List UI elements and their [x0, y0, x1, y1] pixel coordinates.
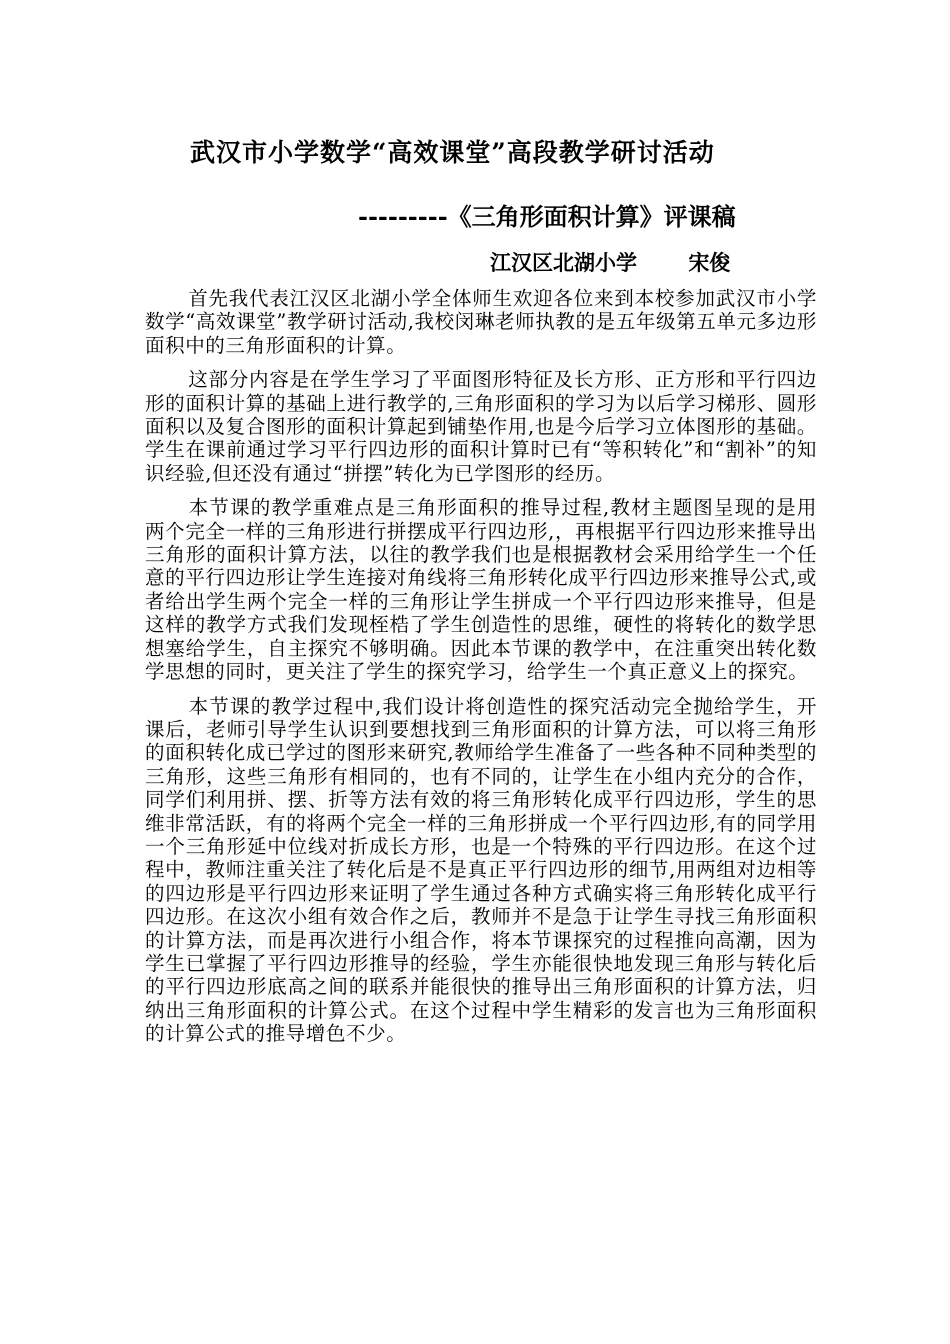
paragraph-key-difficulties — [145, 496, 817, 683]
paragraph-text: 这部分内容是在学生学习了平面图形特征及长方形、正方形和平行四边形的面积计算的基础上进行教学的,三角形面积的学习为以后学习梯形、圆形面积以及复合图形的面积计算起到铺垫作用,也是今后学习立体图形的基础。学生在课前通过学习平行四边形的面积计算时已有“等积转化”和“割补”的知识经验,但还没有通过“拼摆”转化为已学图形的经历。 — [145, 368, 817, 485]
author-school: 江汉区北湖小学 — [490, 250, 637, 275]
paragraph-content-background — [145, 368, 817, 485]
paragraph-text: 本节课的教学重难点是三角形面积的推导过程,教材主题图呈现的是用两个完全一样的三角形进行拼摆成平行四边形,，再根据平行四边形来推导出三角形的面积计算方法，以往的教学我们也是根据教材会采用给学生一个任意的平行四边形让学生连接对角线将三角形转化成平行四边形来推导公式,或者给出学生两个完全一样的三角形让学生拼成一个平行四边形来推导，但是这样的教学方式我们发现桎梏了学生创造性的思维，硬性的将转化的数学思想塞给学生，自主探究不够明确。因此本节课的教学中，在注重突出转化数学思想的同时，更关注了学生的探究学习，给学生一个真正意义上的探究。 — [145, 496, 817, 684]
paragraph-text: 本节课的教学过程中,我们设计将创造性的探究活动完全抛给学生，开课后，老师引导学生认识到要想找到三角形面积的计算方法，可以将三角形的面积转化成已学过的图形来研究,教师给学生准备了一些各种不同种类型的三角形，这些三角形有相同的，也有不同的，让学生在小组内充分的合作，同学们利用拼、摆、折等方法有效的将三角形转化成平行四边形，学生的思维非常活跃，有的将两个完全一样的三角形拼成一个平行四边形,有的同学用一个三角形延中位线对折成长方形，也是一个特殊的平行四边形。在这个过程中，教师注重关注了转化后是不是真正平行四边形的细节,用两组对边相等的四边形是平行四边形来证明了学生通过各种方式确实将三角形转化成平行四边形。在这次小组有效合作之后，教师并不是急于让学生寻找三角形面积的计算方法，而是再次进行小组合作，将本节课探究的过程推向高潮，因为学生已掌握了平行四边形推导的经验，学生亦能很快地发现三角形与转化后的平行四边形底高之间的联系并能很快的推导出三角形面积的计算方法，归纳出三角形面积的计算公式。在这个过程中学生精彩的发言也为三角形面积的计算公式的推导增色不少。 — [145, 694, 817, 1046]
document-subtitle: ---------《三角形面积计算》评课稿 — [358, 202, 736, 231]
paragraph-text: 首先我代表江汉区北湖小学全体师生欢迎各位来到本校参加武汉市小学数学“高效课堂”教学研讨活动,我校闵琳老师执教的是五年级第五单元多边形面积中的三角形面积的计算。 — [145, 287, 817, 357]
author-name: 宋俊 — [688, 250, 731, 275]
paragraph-teaching-process — [145, 695, 817, 1046]
paragraph-intro — [145, 287, 817, 357]
author-line — [490, 247, 730, 277]
document-body — [145, 287, 817, 1057]
document-title: 武汉市小学数学“高效课堂”高段教学研讨活动 — [190, 138, 715, 167]
